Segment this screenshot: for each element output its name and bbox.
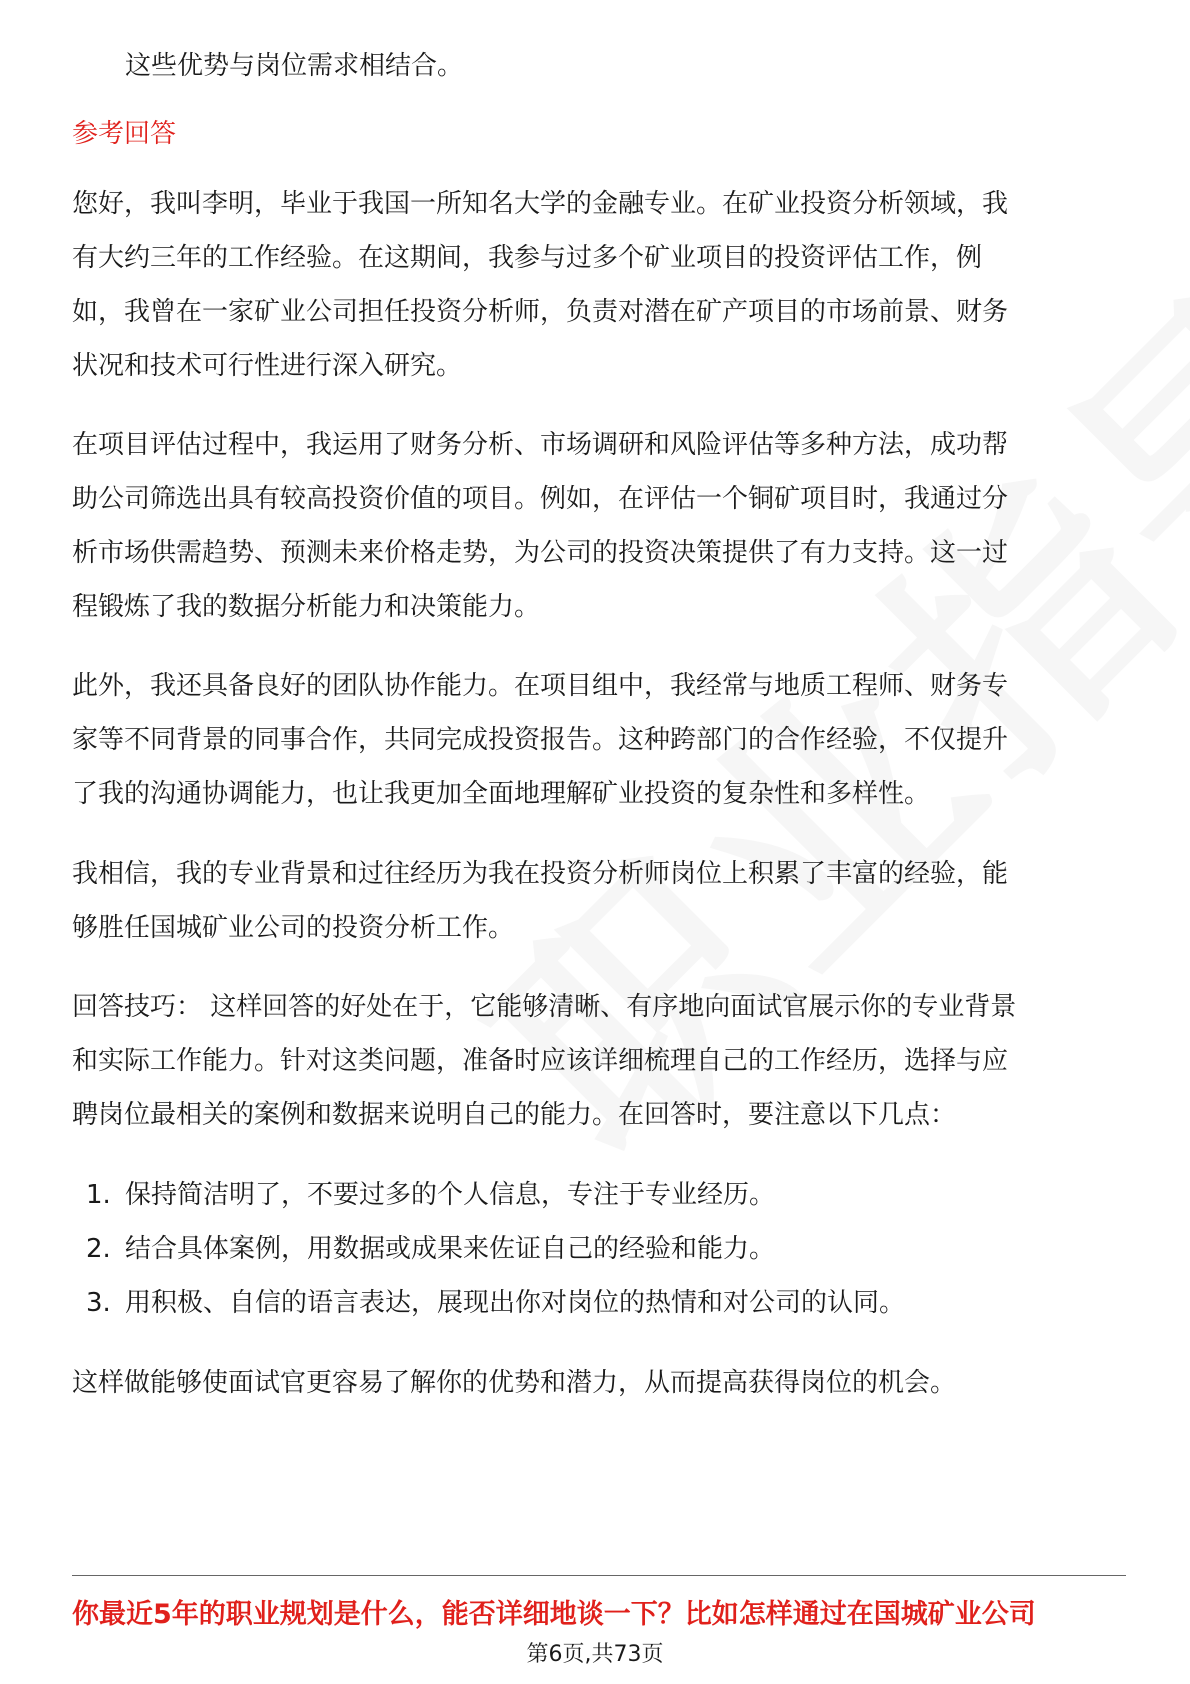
list-item-text: 用积极、自信的语言表达，展现出你对岗位的热情和对公司的认同。 (125, 1288, 906, 1318)
paragraph-4-line: 我相信，我的专业背景和过往经历为我在投资分析师岗位上积累了丰富的经验，能 (72, 859, 1009, 889)
paragraph-2-line: 助公司筛选出具有较高投资价值的项目。例如，在评估一个铜矿项目时，我通过分 (72, 484, 1009, 514)
paragraph-1-line: 您好，我叫李明，毕业于我国一所知名大学的金融专业。在矿业投资分析领域，我 (72, 189, 1009, 219)
paragraph-1-line: 如，我曾在一家矿业公司担任投资分析师，负责对潜在矿产项目的市场前景、财务 (72, 297, 1009, 327)
tips-line: 和实际工作能力。针对这类问题，准备时应该详细梳理自己的工作经历，选择与应 (72, 1046, 1009, 1076)
list-item-text: 保持简洁明了，不要过多的个人信息，专注于专业经历。 (125, 1180, 776, 1210)
paragraph-1-line: 状况和技术可行性进行深入研究。 (72, 351, 463, 381)
tips-line: 回答技巧： 这样回答的好处在于，它能够清晰、有序地向面试官展示你的专业背景 (72, 992, 1017, 1022)
footer-divider (72, 1575, 1126, 1576)
closing-paragraph: 这样做能够使面试官更容易了解你的优势和潜力，从而提高获得岗位的机会。 (72, 1368, 957, 1398)
list-item-number: 2. (86, 1234, 111, 1264)
paragraph-3-line: 此外，我还具备良好的团队协作能力。在项目组中，我经常与地质工程师、财务专 (72, 671, 1009, 701)
paragraph-3-line: 了我的沟通协调能力，也让我更加全面地理解矿业投资的复杂性和多样性。 (72, 779, 931, 809)
paragraph-2-line: 在项目评估过程中，我运用了财务分析、市场调研和风险评估等多种方法，成功帮 (72, 430, 1009, 460)
paragraph-2-line: 程锻炼了我的数据分析能力和决策能力。 (72, 592, 541, 622)
tips-line: 聘岗位最相关的案例和数据来说明自己的能力。在回答时，要注意以下几点： (72, 1100, 957, 1130)
page-number: 第6页,共73页 (526, 1642, 664, 1667)
paragraph-3-line: 家等不同背景的同事合作，共同完成投资报告。这种跨部门的合作经验，不仅提升 (72, 725, 1009, 755)
paragraph-1-line: 有大约三年的工作经验。在这期间，我参与过多个矿业项目的投资评估工作，例 (72, 243, 983, 273)
list-item-number: 3. (86, 1288, 111, 1318)
next-question-heading: 你最近5年的职业规划是什么，能否详细地谈一下？比如怎样通过在国城矿业公司 (72, 1599, 1036, 1630)
continuation-text: 这些优势与岗位需求相结合。 (125, 51, 464, 81)
paragraph-2-line: 析市场供需趋势、预测未来价格走势，为公司的投资决策提供了有力支持。这一过 (72, 538, 1009, 568)
reference-answer-heading: 参考回答 (72, 119, 177, 149)
list-item-number: 1. (86, 1180, 111, 1210)
paragraph-4-line: 够胜任国城矿业公司的投资分析工作。 (72, 913, 515, 943)
list-item-text: 结合具体案例，用数据或成果来佐证自己的经验和能力。 (125, 1234, 776, 1264)
